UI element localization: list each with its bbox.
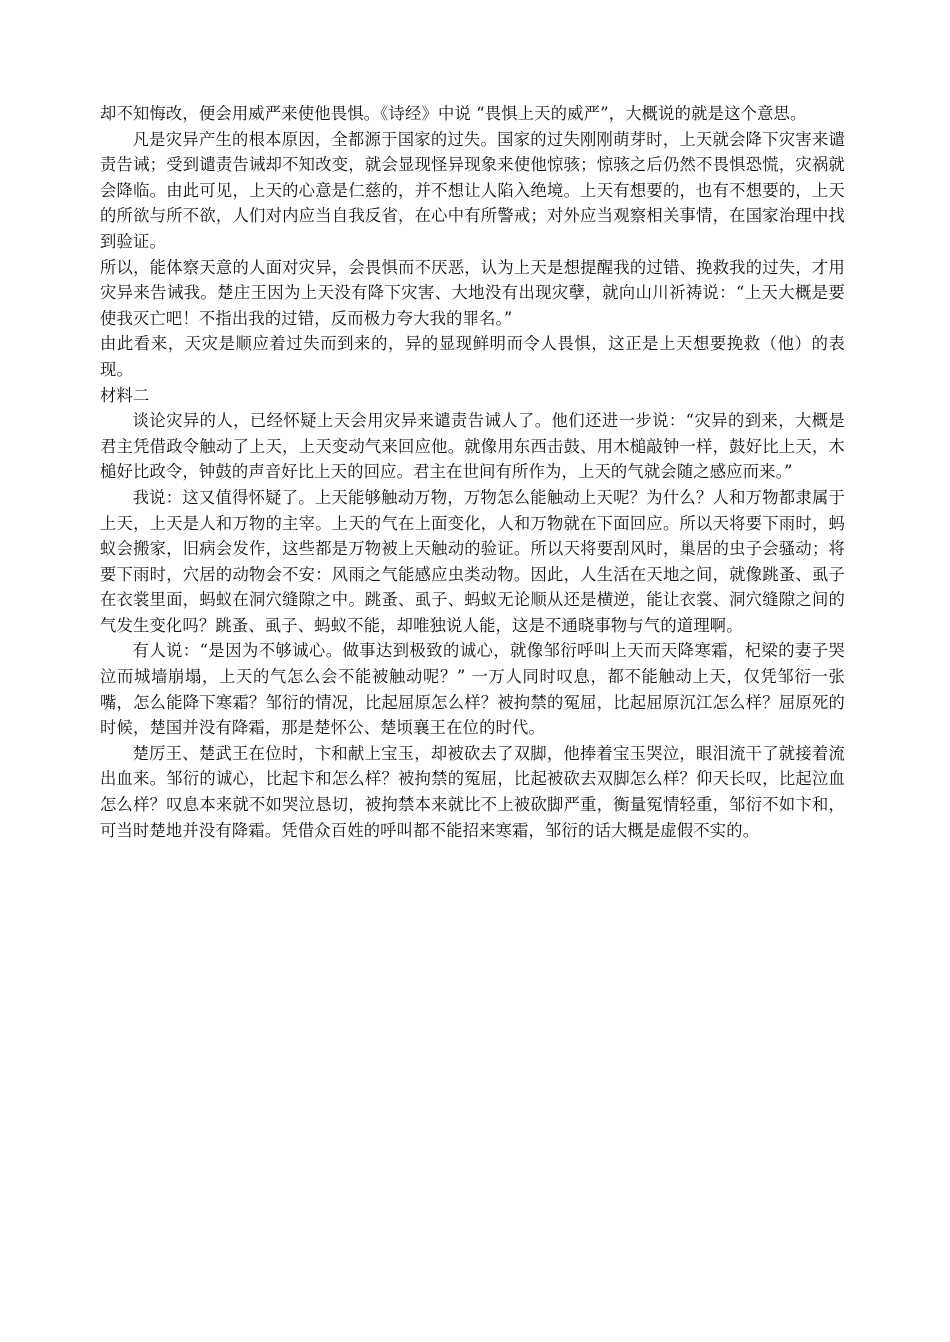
paragraph-5: 谈论灾异的人，已经怀疑上天会用灾异来谴责告诫人了。他们还进一步说：“灾异的到来，大概是君主凭借政令触动了上天，上天变动气来回应他。就像用东西击鼓、用木槌敲钟一样，鼓好比上天，木槌好比政令，钟鼓的声音好比上天的回应。君主在世间有所作为，上天的气就会随之感应而来。” xyxy=(100,411,845,482)
paragraph-4: 由此看来，天灾是顺应着过失而到来的，异的显现鲜明而令人畏惧，这正是上天想要挽救（他）的表现。 xyxy=(100,334,845,379)
paragraph-2: 凡是灾异产生的根本原因，全都源于国家的过失。国家的过失刚刚萌芽时，上天就会降下灾害来谴责告诫；受到谴责告诫却不知改变，就会显现怪异现象来使他惊骇；惊骇之后仍然不畏惧恐慌，灾祸就会降临。由此可见，上天的心意是仁慈的，并不想让人陷入绝境。上天有想要的，也有不想要的，上天的所欲与所不欲，人们对内应当自我反省，在心中有所警戒；对外应当观察相关事情，在国家治理中找到验证。 xyxy=(100,129,845,251)
paragraph-6: 我说：这又值得怀疑了。上天能够触动万物，万物怎么能触动上天呢？为什么？人和万物都隶属于上天，上天是人和万物的主宰。上天的气在上面变化，人和万物就在下面回应。所以天将要下雨时，蚂蚁会搬家，旧病会发作，这些都是万物被上天触动的验证。所以天将要刮风时，巢居的虫子会骚动；将要下雨时，穴居的动物会不安：风雨之气能感应虫类动物。因此，人生活在天地之间，就像跳蚤、虱子在衣裳里面，蚂蚁在洞穴缝隙之中。跳蚤、虱子、蚂蚁无论顺从还是横逆，能让衣裳、洞穴缝隙之间的气发生变化吗？跳蚤、虱子、蚂蚁不能，却唯独说人能，这是不通晓事物与气的道理啊。 xyxy=(100,487,845,635)
document-page xyxy=(100,101,845,843)
section-heading-material-2: 材料二 xyxy=(100,385,150,405)
paragraph-8: 楚厉王、楚武王在位时，卞和献上宝玉，却被砍去了双脚，他捧着宝玉哭泣，眼泪流干了就接着流出血来。邹衍的诚心，比起卞和怎么样？被拘禁的冤屈，比起被砍去双脚怎么样？仰天长叹，比起泣血怎么样？叹息本来就不如哭泣恳切，被拘禁本来就比不上被砍脚严重，衡量冤情轻重，邹衍不如卞和，可当时楚地并没有降霜。凭借众百姓的呼叫都不能招来寒霜，邹衍的话大概是虚假不实的。 xyxy=(100,743,845,840)
paragraph-3: 所以，能体察天意的人面对灾异，会畏惧而不厌恶，认为上天是想提醒我的过错、挽救我的过失，才用灾异来告诫我。楚庄王因为上天没有降下灾害、大地没有出现灾孽，就向山川祈祷说：“上天大概是要使我灭亡吧！不指出我的过错，反而极力夸大我的罪名。” xyxy=(100,257,845,328)
paragraph-7: 有人说：“是因为不够诚心。做事达到极致的诚心，就像邹衍呼叫上天而天降寒霜，杞梁的妻子哭泣而城墙崩塌，上天的气怎么会不能被触动呢？” 一万人同时叹息，都不能触动上天，仅凭邹衍一张嘴，怎么能降下寒霜？邹衍的情况，比起屈原怎么样？被拘禁的冤屈，比起屈原沉江怎么样？屈原死的时候，楚国并没有降霜，那是楚怀公、楚顷襄王在位的时代。 xyxy=(100,641,845,738)
paragraph-1: 却不知悔改，便会用威严来使他畏惧。《诗经》中说 “畏惧上天的威严”，大概说的就是这个意思。 xyxy=(100,104,807,123)
